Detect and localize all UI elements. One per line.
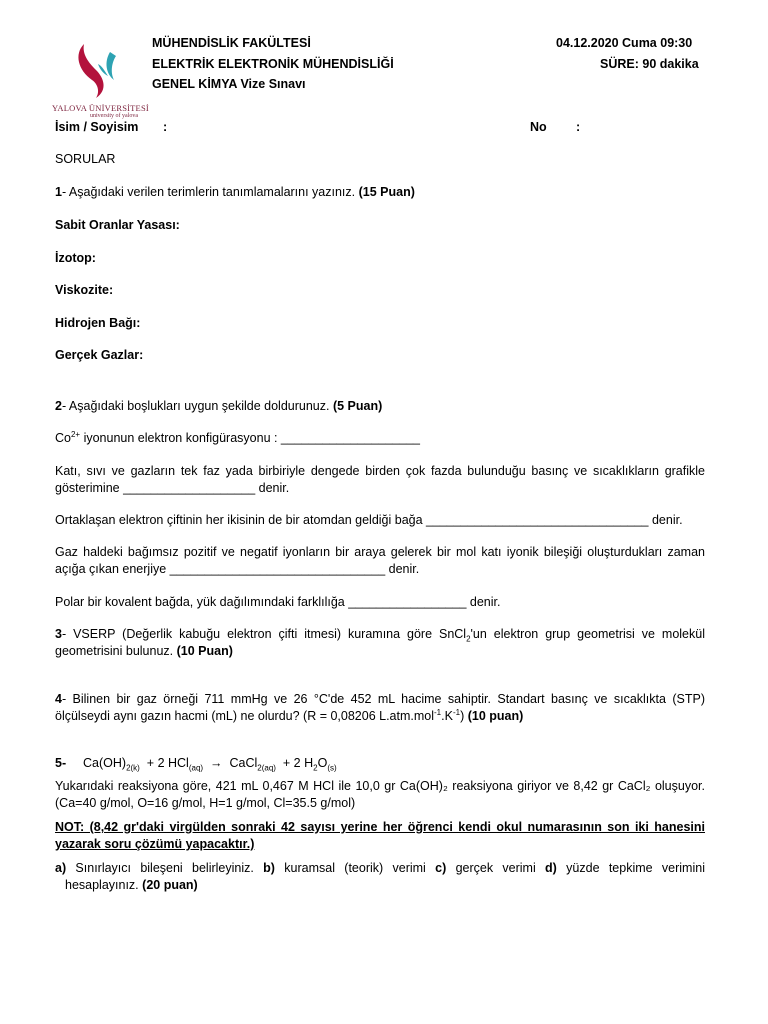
term-5: Gerçek Gazlar: <box>55 348 144 362</box>
question-1-number: 1 <box>55 185 62 199</box>
reaction-arrow-icon: → <box>210 756 223 770</box>
name-label: İsim / Soyisim <box>55 120 139 134</box>
question-1-points: (15 Puan) <box>358 185 415 199</box>
question-4-points: (10 puan) <box>467 709 524 723</box>
question-3-text-c: geometrisini bulunuz. <box>55 644 174 658</box>
task-d-label: d) <box>545 861 557 875</box>
question-5-number: 5- <box>55 756 67 770</box>
question-5-text <box>55 778 705 812</box>
question-5-points: (20 puan) <box>142 878 198 892</box>
question-2-points: (5 Puan) <box>332 399 383 413</box>
question-1 <box>55 184 705 201</box>
reactant-2: + 2 HCl <box>146 756 189 770</box>
task-c-text: gerçek verimi <box>446 861 546 875</box>
fill-blank-3: Ortaklaşan elektron çiftinin her ikisinin de bir atomdan geldiği bağa ________________________________ denir. <box>55 513 683 527</box>
question-3-number: 3 <box>55 627 62 641</box>
fill-blank-4-line-2: açığa çıkan enerjiye _______________________________ denir. <box>55 562 420 576</box>
faculty-title: MÜHENDİSLİK FAKÜLTESİ <box>152 36 311 50</box>
exam-title: GENEL KİMYA Vize Sınavı <box>152 77 306 91</box>
question-5-note <box>55 819 705 853</box>
student-no-colon: : <box>576 120 581 134</box>
question-3 <box>55 626 705 660</box>
reactant-1-state: 2(k) <box>126 763 140 773</box>
department-title: ELEKTRİK ELEKTRONİK MÜHENDİSLİĞİ <box>152 57 394 71</box>
reactant-1: Ca(OH) <box>83 756 127 770</box>
task-line-2: hesaplayınız. <box>65 878 139 892</box>
university-logo <box>52 40 149 119</box>
reactant-2-state: (aq) <box>188 763 204 773</box>
task-a-label: a) <box>55 861 67 875</box>
student-no-label: No <box>530 120 547 134</box>
fill-blank-1-ion: Co <box>55 431 71 445</box>
question-1-text: - Aşağıdaki verilen terimlerin tanımlamalarını yazınız. <box>61 185 356 199</box>
question-4-text-a: - Bilinen bir gaz örneği 711 mmHg ve 26 °C'de 452 mL hacime sahiptir. Standart basınç ve sıcaklıkta (STP) <box>61 692 705 706</box>
question-4-superscript-1: -1 <box>434 707 442 717</box>
fill-blank-2-line-1: Katı, sıvı ve gazların tek faz yada birbiriyle dengede birden çok fazda bulunduğu basınç ve sıcaklıkların grafikle <box>55 464 705 478</box>
question-5-tasks-line-1 <box>55 860 705 877</box>
question-3-subscript: 2 <box>466 634 471 644</box>
product-1-state: 2(aq) <box>257 763 276 773</box>
exam-duration: SÜRE: 90 dakika <box>600 57 699 71</box>
task-b-text: kuramsal (teorik) verimi <box>274 861 436 875</box>
question-2-number: 2 <box>55 399 62 413</box>
question-5-note-line-1: NOT: (8,42 gr'daki virgülden sonraki 42 sayısı yerine her öğrenci kendi okul numarasının son iki hanesini <box>55 820 705 834</box>
question-4-text-d: ) <box>460 709 465 723</box>
product-2-a: + 2 H <box>282 756 314 770</box>
question-4-number: 4 <box>55 692 62 706</box>
logo-emblem-icon <box>52 40 144 100</box>
question-5-tasks-line-2 <box>55 877 705 894</box>
term-1: Sabit Oranlar Yasası: <box>55 218 180 232</box>
product-2-state: (s) <box>327 763 337 773</box>
university-name: YALOVA ÜNİVERSİTESİ <box>52 103 149 113</box>
question-3-points: (10 Puan) <box>176 644 233 658</box>
product-2-subscript: 2 <box>313 763 318 773</box>
exam-datetime: 04.12.2020 Cuma 09:30 <box>556 36 693 50</box>
fill-blank-1 <box>55 430 705 447</box>
question-4-text-b: ölçülseydi aynı gazın hacmi (mL) ne olurdu? (R = 0,08206 L.atm.mol <box>55 709 435 723</box>
task-a-text: Sınırlayıcı bileşeni belirleyiniz. <box>66 861 264 875</box>
university-subtitle: university of yalova <box>90 113 138 119</box>
question-2 <box>55 398 705 415</box>
question-5-tasks <box>55 860 705 894</box>
fill-blank-5: Polar bir kovalent bağda, yük dağılımındaki farklılığa _________________ denir. <box>55 595 501 609</box>
term-4: Hidrojen Bağı: <box>55 316 141 330</box>
fill-blank-1-text: iyonunun elektron konfigürasyonu : ____________________ <box>80 431 420 445</box>
question-4-text-c: .K <box>441 709 453 723</box>
question-3-text-a: - VSERP (Değerlik kabuğu elektron çifti itmesi) kuramına göre SnCl <box>61 627 467 641</box>
question-5-text-b: (Ca=40 g/mol, O=16 g/mol, H=1 g/mol, Cl=35.5 g/mol) <box>55 796 356 810</box>
term-2: İzotop: <box>55 251 96 265</box>
question-5-note-line-2: yazarak soru çözümü yapacaktır.) <box>55 837 255 851</box>
fill-blank-2-line-2: gösterimine ___________________ denir. <box>55 481 290 495</box>
task-d-text: yüzde tepkime verimini <box>556 861 705 875</box>
fill-blank-1-charge: 2+ <box>70 429 81 439</box>
term-3: Viskozite: <box>55 283 114 297</box>
fill-blank-4-line-1: Gaz haldeki bağımsız pozitif ve negatif iyonların bir araya gelerek bir mol katı iyonik bileşiği oluşturdukları zaman <box>55 545 705 559</box>
fill-blank-2 <box>55 463 705 497</box>
question-3-line-2 <box>55 643 705 660</box>
question-3-text-b: 'un elektron grup geometrisi ve molekül <box>470 627 705 641</box>
task-c-label: c) <box>435 861 447 875</box>
question-2-text: - Aşağıdaki boşlukları uygun şekilde doldurunuz. <box>61 399 330 413</box>
question-4 <box>55 691 705 725</box>
name-colon: : <box>163 120 168 134</box>
question-3-line-1 <box>55 626 705 643</box>
fill-blank-4 <box>55 544 705 578</box>
question-4-line-2 <box>55 708 705 725</box>
product-2-b: O <box>317 756 328 770</box>
product-1: CaCl <box>229 756 258 770</box>
task-b-label: b) <box>263 861 275 875</box>
reaction-equation <box>83 756 337 773</box>
question-4-superscript-2: -1 <box>452 707 461 717</box>
question-5-text-a: Yukarıdaki reaksiyona göre, 421 mL 0,467 M HCl ile 10,0 gr Ca(OH)₂ reaksiyona giriyor ve 8,42 gr CaCl₂ oluşuyor. <box>55 779 705 793</box>
questions-title: SORULAR <box>55 152 116 166</box>
question-4-line-1 <box>55 691 705 708</box>
